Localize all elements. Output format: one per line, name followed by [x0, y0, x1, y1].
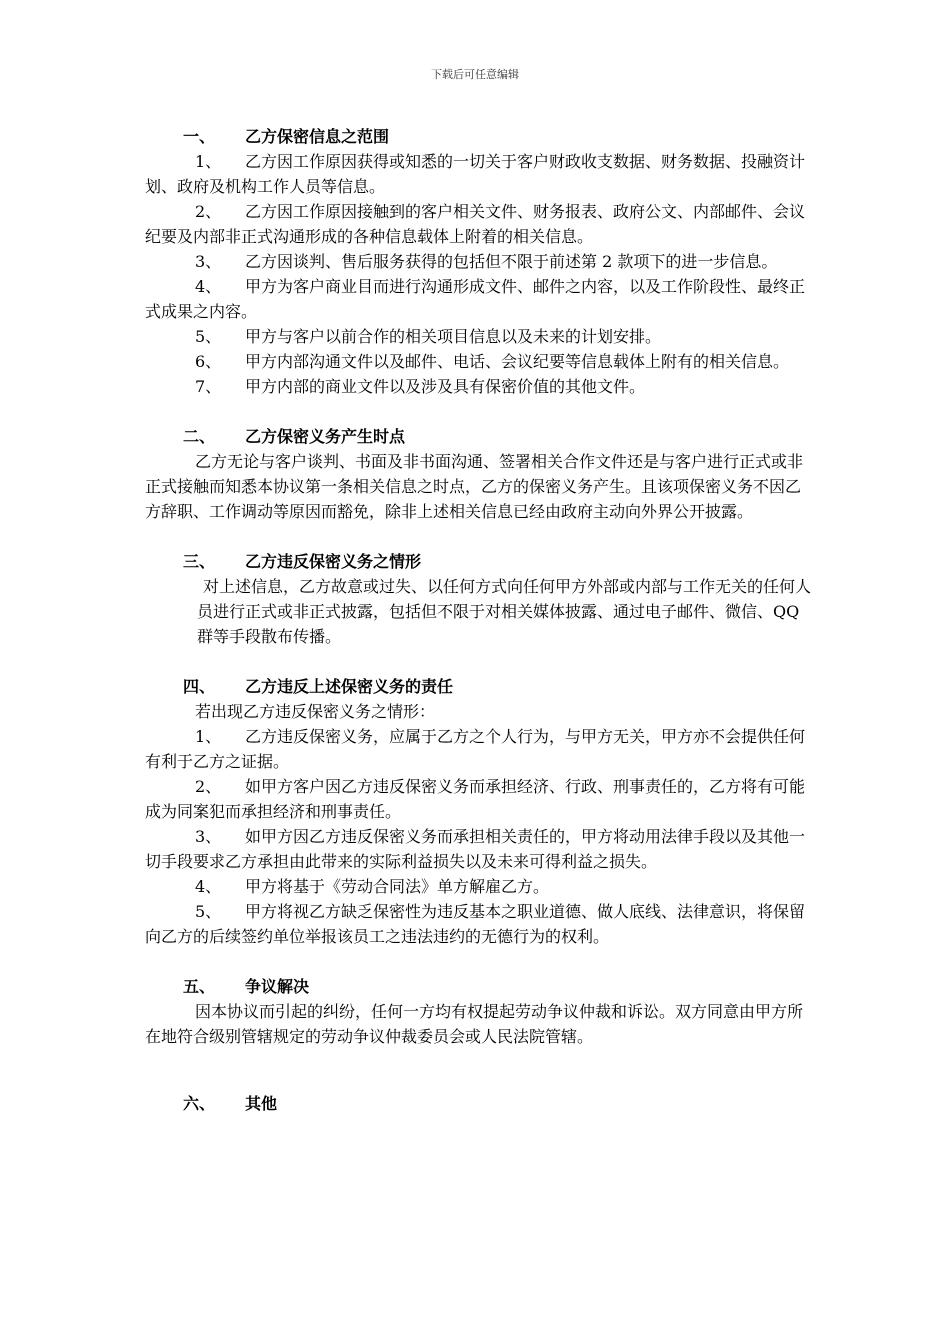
section-paragraph: 对上述信息，乙方故意或过失、以任何方式向任何甲方外部或内部与工作无关的任何人员进行正式或非正式披露，包括但不限于对相关媒体披露、通过电子邮件、微信、QQ 群等手段散布传播。: [197, 577, 812, 646]
section-paragraph: 乙方无论与客户谈判、书面及非书面沟通、签署相关合作文件还是与客户进行正式或非正式接触而知悉本协议第一条相关信息之时点，乙方的保密义务产生。且该项保密义务不因乙方辞职、工作调动等原因而豁免，除非上述相关信息已经由政府主动向外界公开披露。: [145, 452, 804, 521]
section-number: 一、: [183, 127, 216, 146]
list-item: 5、 甲方与客户以前合作的相关项目信息以及未来的计划安排。: [195, 327, 662, 346]
list-item: 4、 甲方为客户商业目而进行沟通形成文件、邮件之内容，以及工作阶段性、最终正式成果之内容。: [145, 277, 806, 321]
section-heading: [145, 424, 815, 449]
section-intro: 若出现乙方违反保密义务之情形：: [195, 702, 436, 721]
section-number: 四、: [183, 677, 216, 696]
list-item: 7、 甲方内部的商业文件以及涉及具有保密价值的其他文件。: [195, 377, 646, 396]
page-header: 下载后可任意编辑: [431, 68, 519, 81]
section-2: [145, 424, 815, 524]
list-item: 4、 甲方将基于《劳动合同法》单方解雇乙方。: [195, 877, 550, 896]
section-heading: [145, 549, 815, 574]
list-item: 5、 甲方将视乙方缺乏保密性为违反基本之职业道德、做人底线、法律意识，将保留向乙方的后续签约单位举报该员工之违法违约的无德行为的权利。: [145, 902, 806, 946]
section-paragraph: 因本协议而引起的纠纷，任何一方均有权提起劳动争议仲裁和诉讼。双方同意由甲方所在地符合级别管辖规定的劳动争议仲裁委员会或人民法院管辖。: [145, 1002, 804, 1046]
section-title: 乙方保密信息之范围: [245, 127, 390, 146]
section-3: [145, 549, 815, 649]
list-item: 2、 乙方因工作原因接触到的客户相关文件、财务报表、政府公文、内部邮件、会议纪要及内部非正式沟通形成的各种信息载体上附着的相关信息。: [145, 202, 806, 246]
section-heading: [145, 124, 815, 149]
section-6: [145, 1091, 815, 1116]
section-number: 二、: [183, 427, 216, 446]
section-title: 乙方保密义务产生时点: [245, 427, 406, 446]
list-item: 3、 如甲方因乙方违反保密义务而承担相关责任的，甲方将动用法律手段以及其他一切手段要求乙方承担由此带来的实际利益损失以及未来可得利益之损失。: [145, 827, 806, 871]
section-4: [145, 674, 815, 949]
section-1: [145, 124, 815, 399]
section-heading: [145, 1091, 815, 1116]
list-item: 1、 乙方因工作原因获得或知悉的一切关于客户财政收支数据、财务数据、投融资计划、政府及机构工作人员等信息。: [145, 152, 806, 196]
section-5: [145, 974, 815, 1049]
section-heading: [145, 674, 815, 699]
document-body: [145, 124, 815, 1116]
section-title: 乙方违反上述保密义务的责任: [245, 677, 454, 696]
section-title: 其他: [245, 1094, 278, 1113]
section-title: 争议解决: [245, 977, 310, 996]
section-title: 乙方违反保密义务之情形: [245, 552, 422, 571]
list-item: 1、 乙方违反保密义务，应属于乙方之个人行为，与甲方无关，甲方亦不会提供任何有利于乙方之证据。: [145, 727, 806, 771]
list-item: 3、 乙方因谈判、售后服务获得的包括但不限于前述第 2 款项下的进一步信息。: [195, 252, 778, 271]
section-number: 六、: [183, 1094, 216, 1113]
section-number: 五、: [183, 977, 216, 996]
section-heading: [145, 974, 815, 999]
list-item: 6、 甲方内部沟通文件以及邮件、电话、会议纪要等信息载体上附有的相关信息。: [195, 352, 790, 371]
section-number: 三、: [183, 552, 216, 571]
list-item: 2、 如甲方客户因乙方违反保密义务而承担经济、行政、刑事责任的，乙方将有可能成为同案犯而承担经济和刑事责任。: [145, 777, 806, 821]
